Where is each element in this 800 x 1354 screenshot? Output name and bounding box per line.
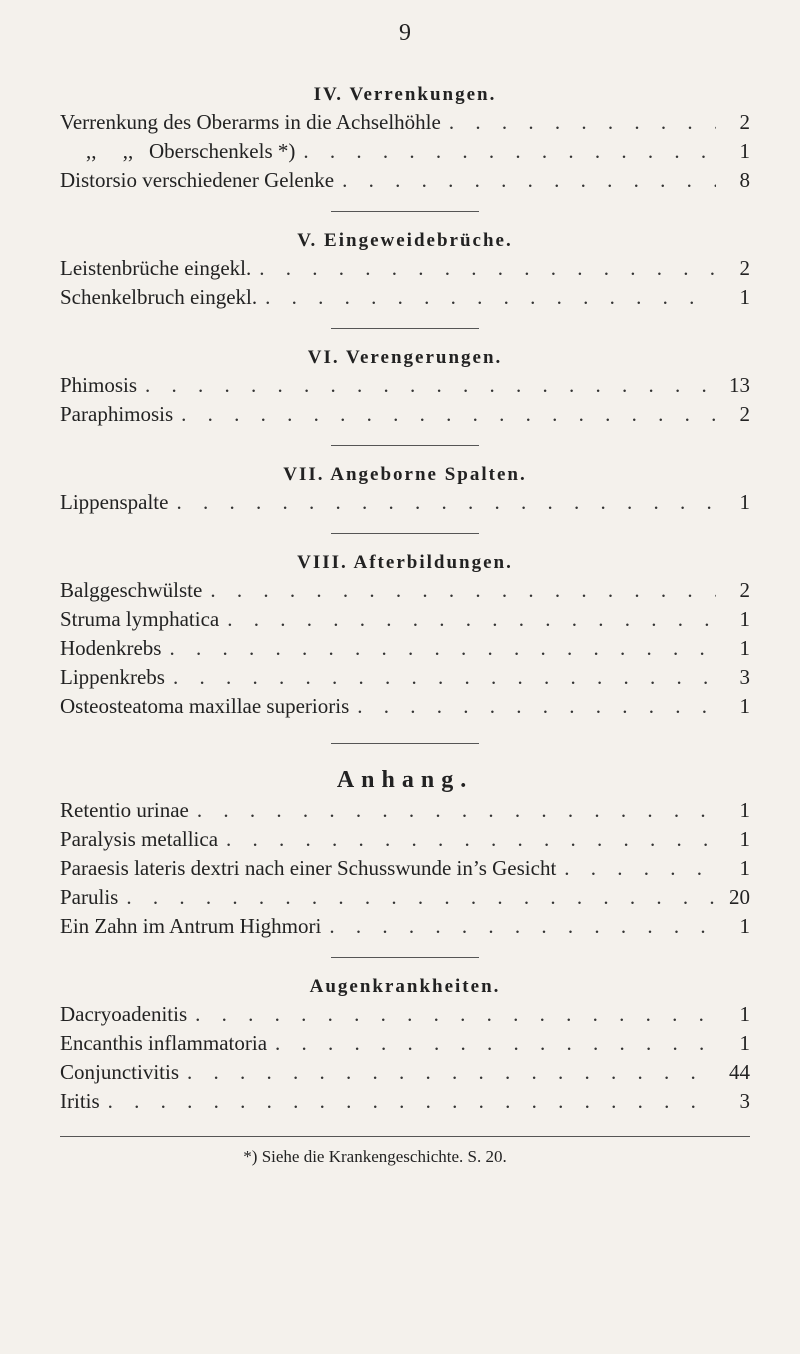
section-eingeweidebrueche bbox=[60, 228, 750, 312]
list-item bbox=[60, 1087, 750, 1116]
dot-leader bbox=[118, 883, 716, 912]
list-item bbox=[60, 854, 750, 883]
entry-count: 20 bbox=[729, 885, 750, 909]
section-augenkrankheiten bbox=[60, 974, 750, 1116]
section-angeborne-spalten bbox=[60, 462, 750, 517]
section-heading: VII. Angeborne Spalten. bbox=[283, 464, 527, 485]
divider bbox=[331, 533, 479, 534]
entry-count: 1 bbox=[739, 1002, 750, 1026]
entry-count: 13 bbox=[729, 373, 750, 397]
page-number: 9 bbox=[399, 20, 411, 46]
list-item bbox=[60, 883, 750, 912]
entry-label: Lippenspalte bbox=[60, 490, 169, 514]
dot-leader bbox=[165, 663, 716, 692]
entry-count: 2 bbox=[739, 578, 750, 602]
entry-count: 1 bbox=[739, 607, 750, 631]
dot-leader bbox=[202, 576, 716, 605]
list-item bbox=[60, 576, 750, 605]
entry-label: Paralysis metallica bbox=[60, 827, 219, 851]
dot-leader bbox=[295, 137, 716, 166]
entry-label: Encanthis inflammatoria bbox=[60, 1031, 268, 1055]
entry-count: 1 bbox=[739, 798, 750, 822]
list-item bbox=[60, 634, 750, 663]
entry-label: Paraphimosis bbox=[60, 402, 174, 426]
dot-leader bbox=[441, 108, 716, 137]
entry-count: 1 bbox=[739, 285, 750, 309]
dot-leader bbox=[321, 912, 716, 941]
divider bbox=[331, 743, 479, 744]
entry-count: 44 bbox=[729, 1060, 750, 1084]
section-verrenkungen bbox=[60, 82, 750, 195]
entry-count: 1 bbox=[739, 694, 750, 718]
divider bbox=[331, 328, 479, 329]
list-item bbox=[60, 1000, 750, 1029]
dot-leader bbox=[257, 283, 716, 312]
dot-leader bbox=[137, 371, 716, 400]
list-item bbox=[60, 400, 750, 429]
entry-label: ,, ,, Oberschenkels *) bbox=[86, 139, 296, 163]
section-verengerungen bbox=[60, 345, 750, 429]
entry-count: 1 bbox=[739, 856, 750, 880]
dot-leader bbox=[173, 400, 716, 429]
entry-count: 3 bbox=[739, 1089, 750, 1113]
entry-count: 2 bbox=[739, 402, 750, 426]
entry-label: Dacryoadenitis bbox=[60, 1002, 188, 1026]
dot-leader bbox=[349, 692, 716, 721]
entry-label: Lippenkrebs bbox=[60, 665, 165, 689]
dot-leader bbox=[168, 488, 716, 517]
entry-count: 1 bbox=[739, 636, 750, 660]
entry-label: Hodenkrebs bbox=[60, 636, 162, 660]
divider bbox=[331, 445, 479, 446]
section-anhang bbox=[60, 764, 750, 941]
page bbox=[60, 18, 750, 1169]
dot-leader bbox=[189, 796, 716, 825]
entry-label: Verrenkung des Oberarms in die Achselhöhle bbox=[60, 110, 441, 134]
list-item bbox=[60, 825, 750, 854]
entry-count: 2 bbox=[739, 256, 750, 280]
entry-count: 3 bbox=[739, 665, 750, 689]
section-heading: VI. Verengerungen. bbox=[307, 347, 503, 368]
section-heading: Anhang. bbox=[336, 767, 474, 793]
entry-label: Leistenbrüche eingekl. bbox=[60, 256, 252, 280]
dot-leader bbox=[556, 854, 716, 883]
entry-label: Phimosis bbox=[60, 373, 138, 397]
entry-label: Schenkelbruch eingekl. bbox=[60, 285, 258, 309]
dot-leader bbox=[100, 1087, 716, 1116]
entry-label: Conjunctivitis bbox=[60, 1060, 180, 1084]
entry-count: 8 bbox=[739, 168, 750, 192]
section-heading: VIII. Afterbildungen. bbox=[297, 552, 513, 573]
footnote-rule bbox=[60, 1136, 750, 1137]
footnote: *) Siehe die Krankengeschichte. S. 20. bbox=[243, 1147, 507, 1166]
entry-count: 1 bbox=[739, 139, 750, 163]
entry-label: Parulis bbox=[60, 885, 119, 909]
list-item bbox=[60, 692, 750, 721]
list-item bbox=[60, 254, 750, 283]
entry-label: Iritis bbox=[60, 1089, 100, 1113]
list-item bbox=[60, 912, 750, 941]
entry-count: 1 bbox=[739, 490, 750, 514]
dot-leader bbox=[251, 254, 716, 283]
divider bbox=[331, 957, 479, 958]
divider bbox=[331, 211, 479, 212]
dot-leader bbox=[187, 1000, 716, 1029]
section-heading: IV. Verrenkungen. bbox=[313, 84, 497, 105]
entry-count: 1 bbox=[739, 914, 750, 938]
entry-label: Struma lymphatica bbox=[60, 607, 220, 631]
list-item bbox=[60, 488, 750, 517]
list-item bbox=[60, 166, 750, 195]
list-item bbox=[60, 663, 750, 692]
list-item bbox=[60, 283, 750, 312]
dot-leader bbox=[161, 634, 716, 663]
entry-label: Retentio urinae bbox=[60, 798, 189, 822]
list-item bbox=[60, 796, 750, 825]
entry-label: Osteosteatoma maxillae superioris bbox=[60, 694, 350, 718]
entry-count: 2 bbox=[739, 110, 750, 134]
entry-label: Paraesis lateris dextri nach einer Schusswunde in’s Gesicht bbox=[60, 856, 557, 880]
list-item bbox=[60, 371, 750, 400]
dot-leader bbox=[218, 825, 716, 854]
section-heading: V. Eingeweidebrüche. bbox=[297, 230, 513, 251]
list-item bbox=[60, 108, 750, 137]
list-item bbox=[60, 1058, 750, 1087]
dot-leader bbox=[219, 605, 716, 634]
dot-leader bbox=[267, 1029, 716, 1058]
entry-label: Distorsio verschiedener Gelenke bbox=[60, 168, 335, 192]
entry-label: Balggeschwülste bbox=[60, 578, 203, 602]
dot-leader bbox=[179, 1058, 716, 1087]
dot-leader bbox=[334, 166, 716, 195]
list-item bbox=[60, 605, 750, 634]
list-item bbox=[60, 1029, 750, 1058]
entry-label: Ein Zahn im Antrum Highmori bbox=[60, 914, 322, 938]
list-item bbox=[60, 137, 750, 166]
entry-count: 1 bbox=[739, 1031, 750, 1055]
entry-count: 1 bbox=[739, 827, 750, 851]
section-heading: Augenkrankheiten. bbox=[309, 976, 501, 997]
section-afterbildungen bbox=[60, 550, 750, 721]
